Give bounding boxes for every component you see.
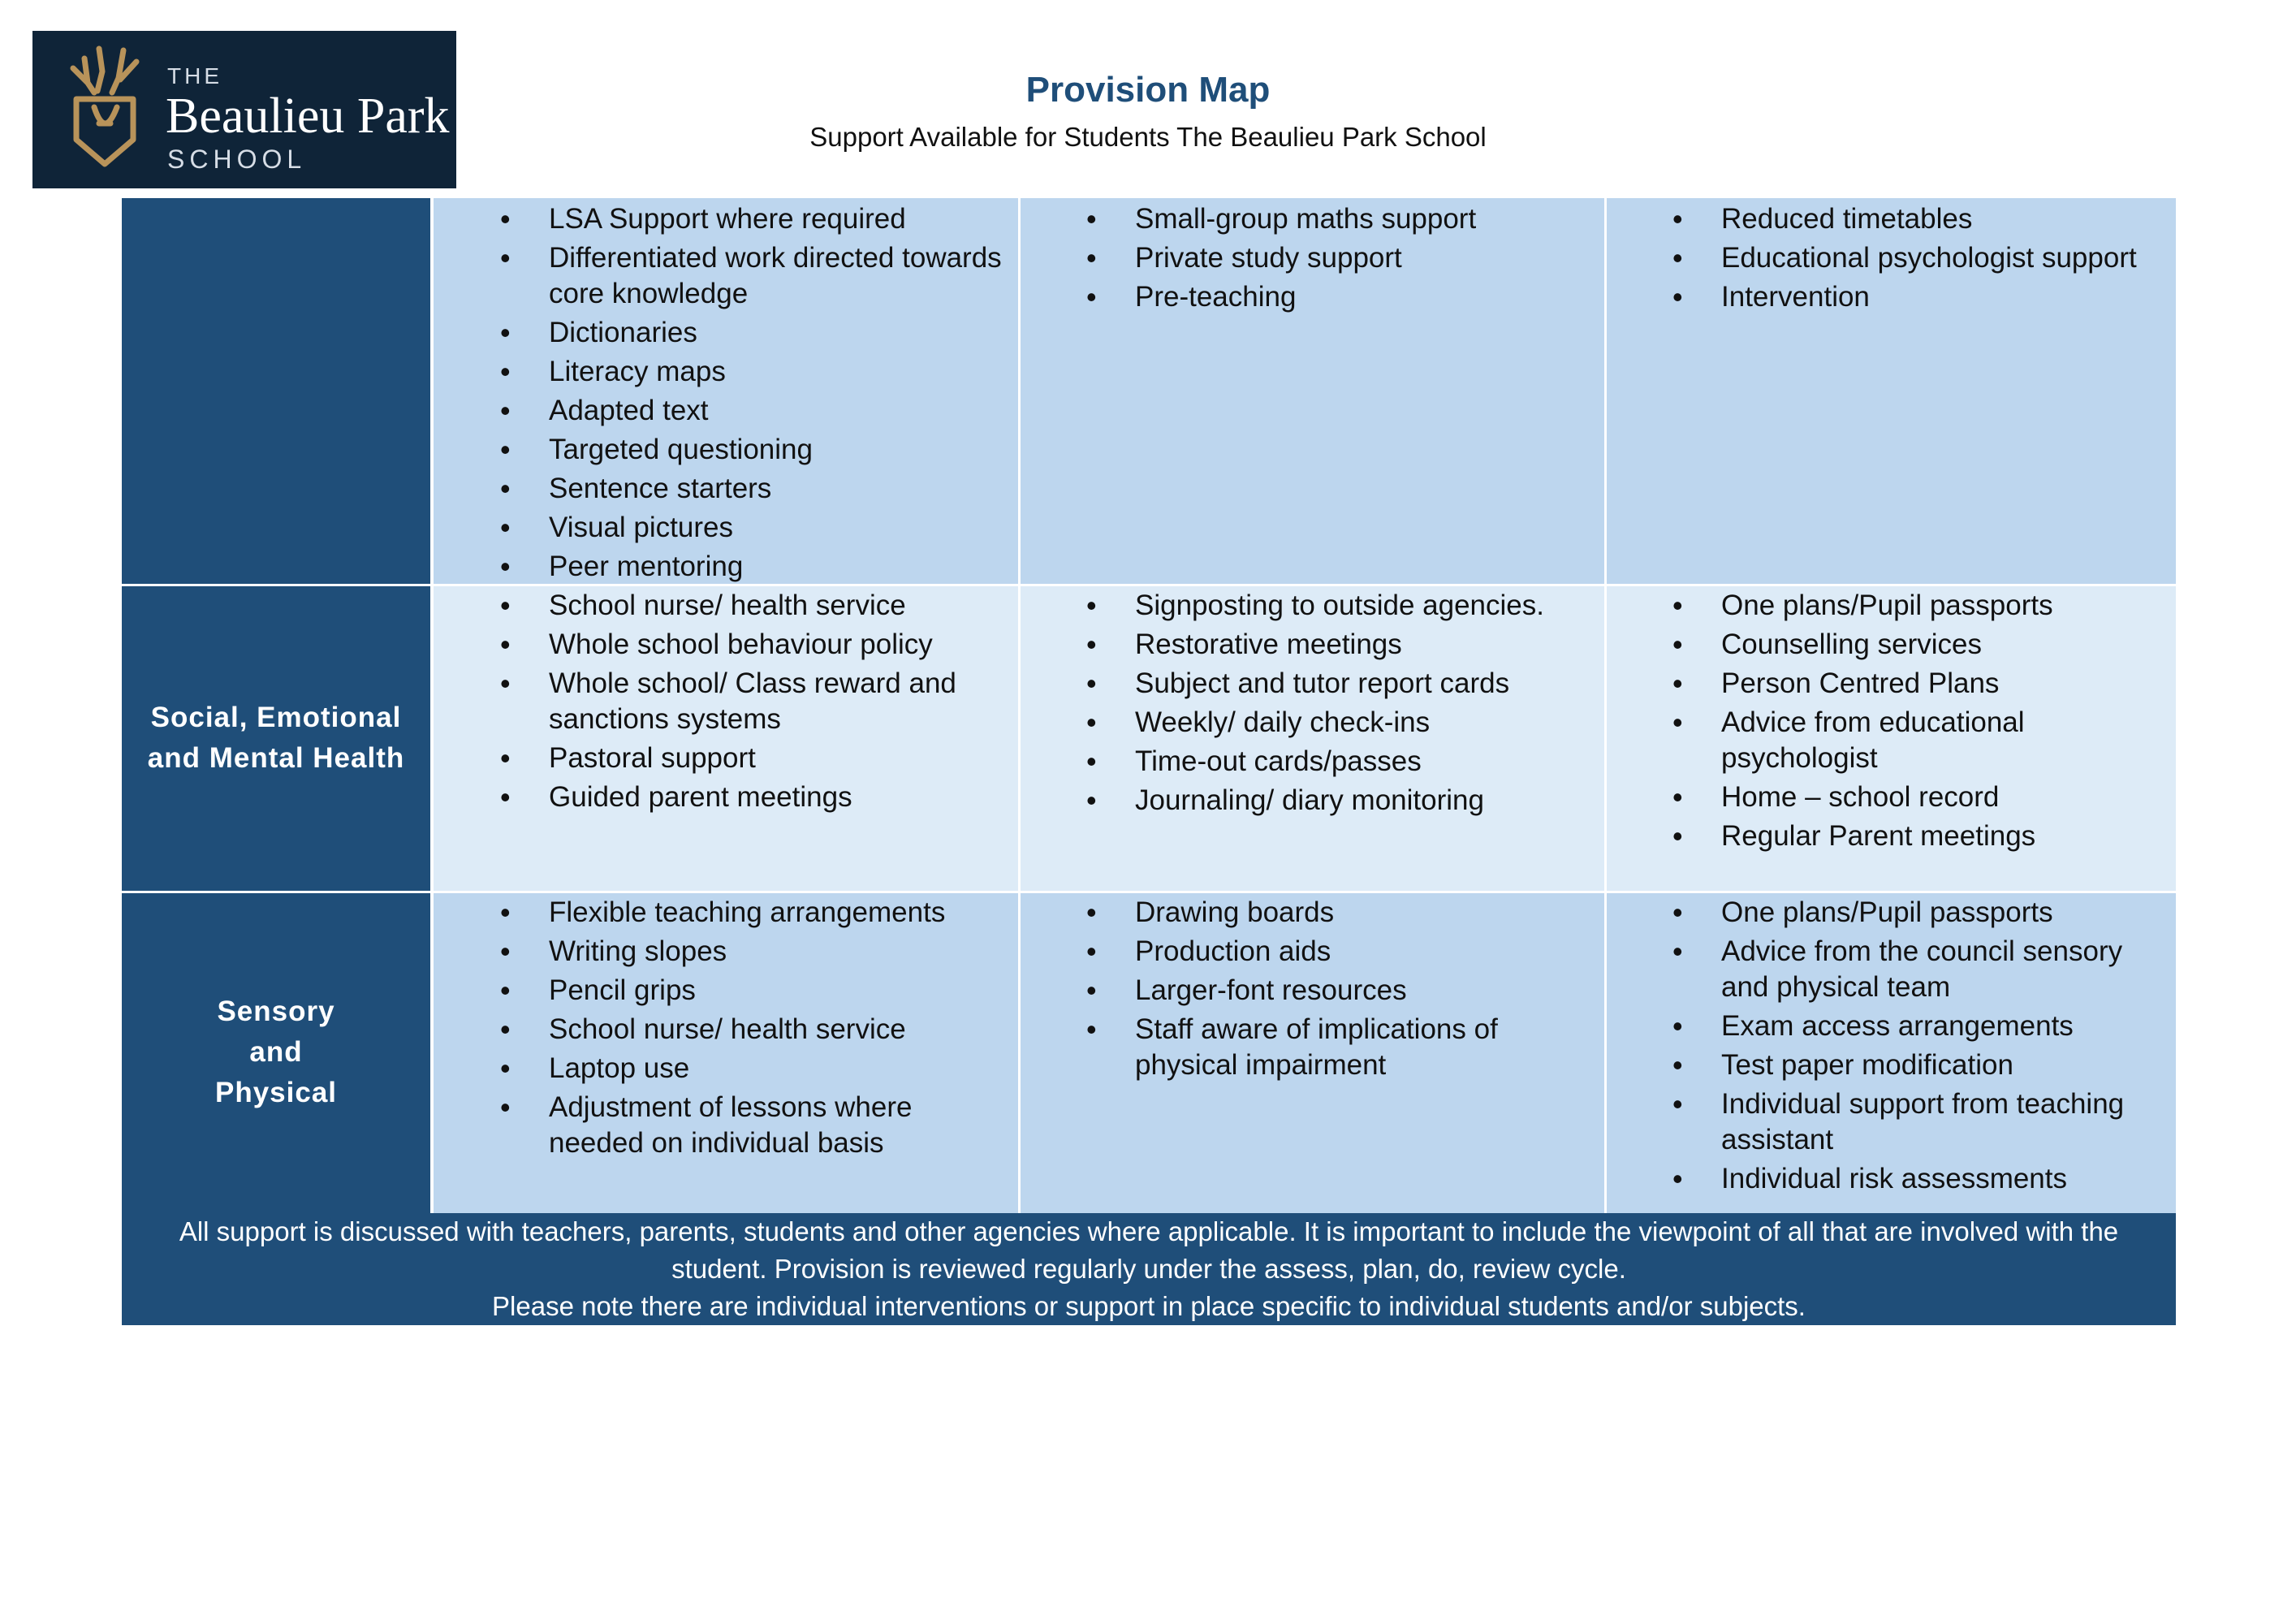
footer-line-1: All support is discussed with teachers, parents, students and other agencies where applicable. It is important to include the viewpoint of all that are involved with the student. Provision is reviewed regularly under the assess, plan, do, review cycle. — [179, 1216, 2119, 1284]
bullet-item: • Differentiated work directed towards core knowledge — [434, 240, 1003, 312]
row1-col2-cell — [1020, 198, 1606, 585]
logo-the-text: THE — [167, 63, 222, 89]
provision-table — [122, 198, 2176, 1328]
bullet-item: • Literacy maps — [434, 354, 1003, 390]
bullet-item: • Targeted questioning — [434, 432, 1003, 468]
bullet-item: • Advice from the council sensory and physical team — [1606, 934, 2160, 1005]
row-header-label: Social, Emotional and Mental Health — [147, 702, 405, 774]
bullet-list — [1606, 588, 2160, 854]
row2-col2-cell — [1020, 585, 1606, 892]
logo-school-text: SCHOOL — [167, 145, 307, 174]
bullet-item: • Home – school record — [1606, 780, 2160, 815]
bullet-item: • School nurse/ health service — [434, 1012, 1003, 1047]
bullet-item: • Writing slopes — [434, 934, 1003, 970]
row-header-3 — [122, 892, 434, 1213]
row2-col1-cell — [434, 585, 1020, 892]
bullet-item: • Whole school behaviour policy — [434, 627, 1003, 663]
bullet-item: • Individual support from teaching assistant — [1606, 1086, 2160, 1158]
row-header-label: Sensory and Physical — [214, 996, 338, 1108]
bullet-list — [1020, 588, 1590, 818]
bullet-item: • Adjustment of lessons where needed on individual basis — [434, 1090, 1003, 1161]
row-divider — [122, 584, 2176, 586]
bullet-item: • Test paper modification — [1606, 1047, 2160, 1083]
page-title: Provision Map — [1025, 70, 1271, 110]
bullet-item: • Subject and tutor report cards — [1020, 666, 1590, 702]
bullet-item: • Advice from educational psychologist — [1606, 705, 2160, 776]
row3-col2-cell — [1020, 892, 1606, 1213]
bullet-item: • Visual pictures — [434, 510, 1003, 546]
row-header-2 — [122, 585, 434, 892]
bullet-list — [434, 201, 1003, 585]
bullet-item: • Person Centred Plans — [1606, 666, 2160, 702]
bullet-item: • Private study support — [1020, 240, 1590, 276]
column-divider — [1018, 198, 1021, 1213]
bullet-item: • Flexible teaching arrangements — [434, 895, 1003, 931]
row3-col1-cell — [434, 892, 1020, 1213]
row-header-1 — [122, 198, 434, 585]
bullet-item: • LSA Support where required — [434, 201, 1003, 237]
bullet-item: • Laptop use — [434, 1051, 1003, 1086]
bullet-item: • Dictionaries — [434, 315, 1003, 351]
bullet-item: • Weekly/ daily check-ins — [1020, 705, 1590, 741]
bullet-item: • Drawing boards — [1020, 895, 1590, 931]
bullet-item: • Peer mentoring — [434, 549, 1003, 585]
footer-line-2: Please note there are individual interventions or support in place specific to individual students and/or subjects. — [492, 1291, 1806, 1321]
bullet-item: • Larger-font resources — [1020, 973, 1590, 1009]
bullet-item: • Regular Parent meetings — [1606, 818, 2160, 854]
bullet-item: • Exam access arrangements — [1606, 1009, 2160, 1044]
bullet-item: • Small-group maths support — [1020, 201, 1590, 237]
bullet-item: • Counselling services — [1606, 627, 2160, 663]
bullet-list — [1020, 201, 1590, 315]
bullet-item: • Individual risk assessments — [1606, 1161, 2160, 1197]
bullet-item: • School nurse/ health service — [434, 588, 1003, 624]
bullet-item: • Reduced timetables — [1606, 201, 2160, 237]
row3-col3-cell — [1606, 892, 2176, 1213]
page-subtitle: Support Available for Students The Beaulieu Park School — [809, 122, 1487, 152]
bullet-item: • Journaling/ diary monitoring — [1020, 783, 1590, 818]
bullet-list — [434, 895, 1003, 1161]
bullet-item: • One plans/Pupil passports — [1606, 895, 2160, 931]
bullet-item: • Staff aware of implications of physical impairment — [1020, 1012, 1590, 1083]
bullet-list — [434, 588, 1003, 815]
row-divider — [122, 891, 2176, 893]
bullet-item: • Pastoral support — [434, 741, 1003, 776]
bullet-item: • Pre-teaching — [1020, 279, 1590, 315]
bullet-item: • Restorative meetings — [1020, 627, 1590, 663]
bullet-item: • One plans/Pupil passports — [1606, 588, 2160, 624]
stag-icon — [52, 42, 158, 180]
row1-col3-cell — [1606, 198, 2176, 585]
bullet-list — [1606, 895, 2160, 1197]
bullet-item: • Intervention — [1606, 279, 2160, 315]
bullet-item: • Time-out cards/passes — [1020, 744, 1590, 780]
logo-name-text: Beaulieu Park — [166, 89, 450, 144]
column-divider — [1604, 198, 1607, 1213]
bullet-item: • Adapted text — [434, 393, 1003, 429]
bullet-list — [1020, 895, 1590, 1083]
row1-col1-cell — [434, 198, 1020, 585]
footer-note — [122, 1213, 2176, 1325]
bullet-list — [1606, 201, 2160, 315]
row2-col3-cell — [1606, 585, 2176, 892]
bullet-item: • Production aids — [1020, 934, 1590, 970]
bullet-item: • Sentence starters — [434, 471, 1003, 507]
bullet-item: • Educational psychologist support — [1606, 240, 2160, 276]
bullet-item: • Signposting to outside agencies. — [1020, 588, 1590, 624]
bullet-item: • Pencil grips — [434, 973, 1003, 1009]
bullet-item: • Guided parent meetings — [434, 780, 1003, 815]
bullet-item: • Whole school/ Class reward and sanctions systems — [434, 666, 1003, 737]
